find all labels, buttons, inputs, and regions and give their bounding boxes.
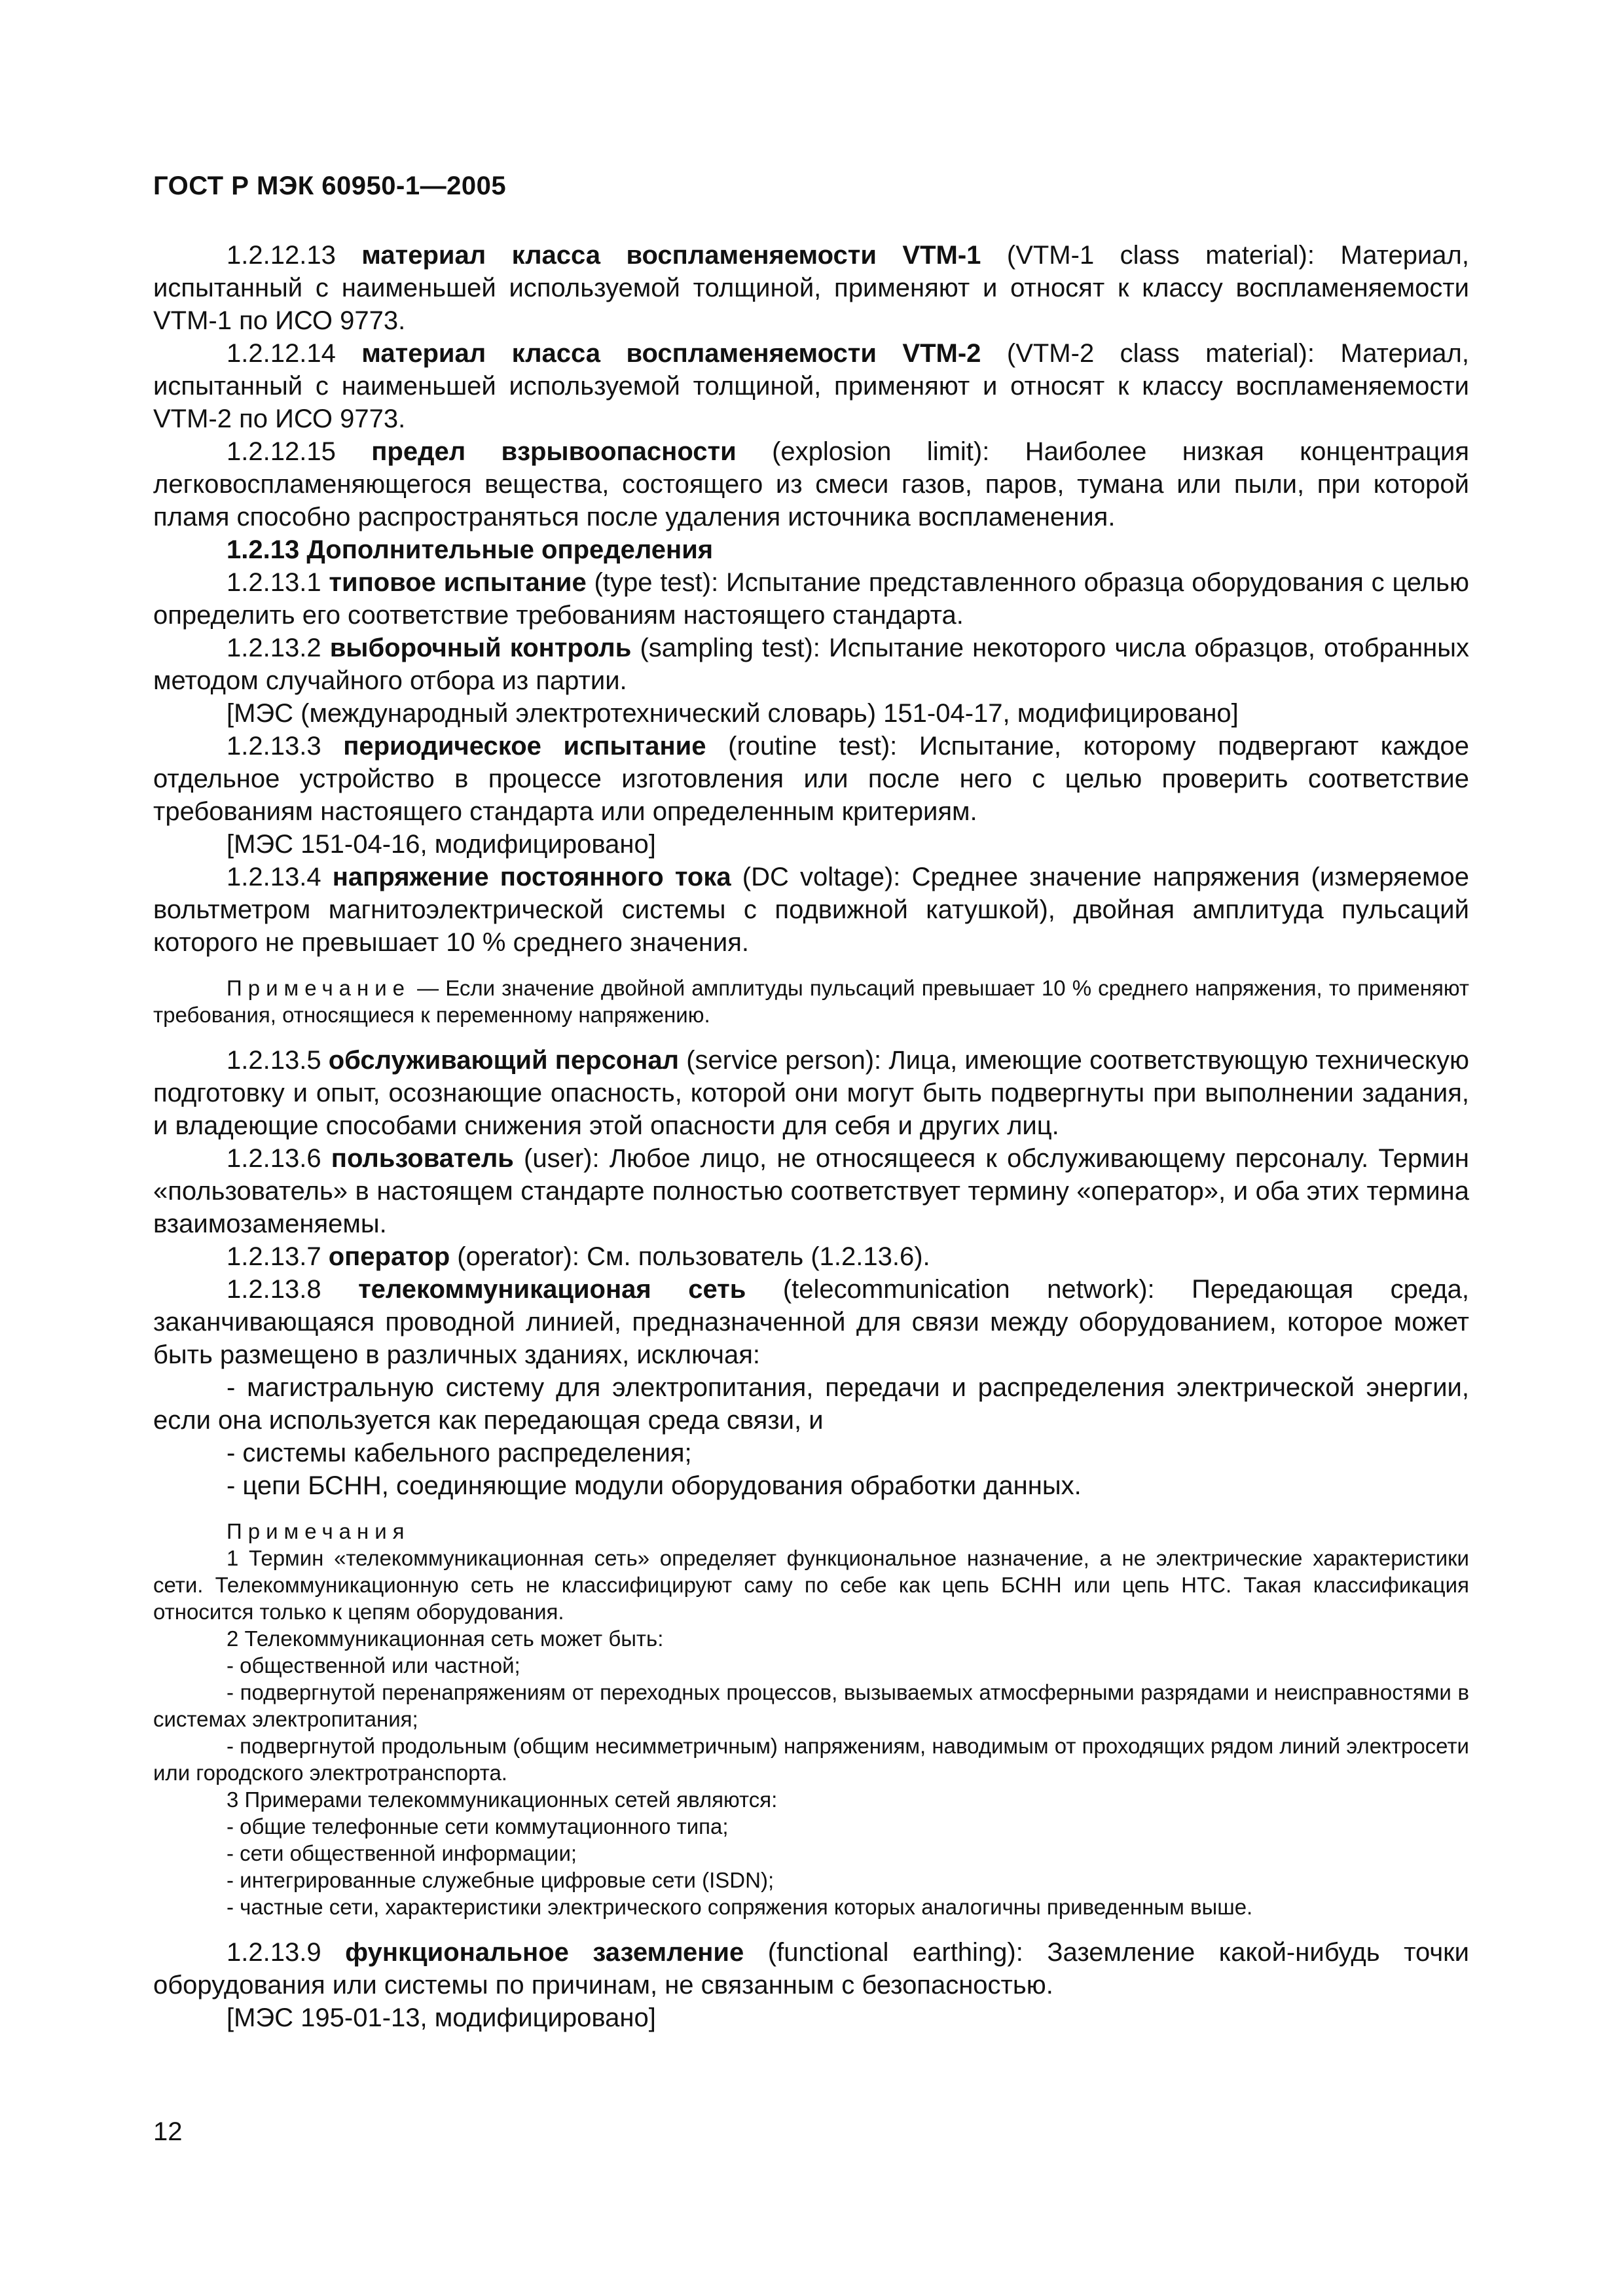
term: оператор — [328, 1242, 450, 1271]
term: периодическое испытание — [343, 732, 706, 761]
term: типовое испытание — [329, 568, 587, 597]
note-block — [153, 975, 1469, 1028]
term: напряжение постоянного тока — [332, 863, 731, 891]
page-number: 12 — [153, 2117, 183, 2146]
note-item: - частные сети, характеристики электрического сопряжения которых аналогичны приведенным выше. — [227, 1895, 1253, 1919]
list-item: - цепи БСНН, соединяющие модули оборудования обработки данных. — [227, 1471, 1082, 1500]
term: телекоммуникационая сеть — [358, 1275, 746, 1304]
note-item: - сети общественной информации; — [227, 1841, 577, 1865]
definition-1-2-13-9: 1.2.13.9 функциональное заземление (functional earthing): Заземление какой-нибудь точки оборудования или системы по причинам, не связанным с безопасностью. — [153, 1938, 1470, 2000]
notes-block — [153, 1518, 1469, 1920]
term: материал класса воспламеняемости VTM-1 — [361, 241, 981, 270]
definition-1-2-13-5: 1.2.13.5 обслуживающий персонал (service person): Лица, имеющие соответствующую техническую подготовку и опыт, осознающие опасность, которой они могут быть подвергнуты при выполнении задания, и владеющие способами снижения этой опасности для себя и других лиц. — [153, 1046, 1469, 1140]
term: функциональное заземление — [345, 1938, 744, 1967]
note-item: 1 Термин «телекоммуникационная сеть» определяет функциональное назначение, а не электрические характеристики сети. Телекоммуникационную сеть не классифицируют саму по себе как цепь БСНН или цепь НТС. Такая классификация относится только к цепям оборудования. — [153, 1546, 1469, 1624]
definition-1-2-13-3: 1.2.13.3 периодическое испытание (routine test): Испытание, которому подвергают каждое отдельное устройство в процессе изготовления или после него с целью проверить соответствие требованиям настоящего стандарта или определенным критериям. — [153, 732, 1469, 826]
term: предел взрывоопасности — [371, 437, 737, 466]
note-item: - подвергнутой продольным (общим несимметричным) напряжениям, наводимым от проходящих рядом линий электросети или городского электротранспорта. — [153, 1734, 1469, 1785]
term: пользователь — [331, 1144, 514, 1173]
reference-note: [МЭС (международный электротехнический словарь) 151-04-17, модифицировано] — [227, 699, 1239, 728]
section-heading: 1.2.13 Дополнительные определения — [227, 535, 714, 564]
definition-1-2-13-7: 1.2.13.7 оператор (operator): См. пользователь (1.2.13.6). — [227, 1242, 930, 1271]
list-item: - магистральную систему для электропитания, передачи и распределения электрической энергии, если она используется как передающая среда связи, и — [153, 1373, 1469, 1435]
note-label: Примечание — [227, 976, 411, 1000]
list-item: - системы кабельного распределения; — [227, 1439, 692, 1467]
note-text: — Если значение двойной амплитуды пульсаций превышает 10 % среднего напряжения, то применяют требования, относящиеся к переменному напряжению. — [153, 976, 1469, 1027]
note-item: - интегрированные служебные цифровые сети (ISDN); — [227, 1868, 775, 1892]
definition-1-2-13-1: 1.2.13.1 типовое испытание (type test): Испытание представленного образца оборудования с целью определить его соответствие требованиям настоящего стандарта. — [153, 568, 1469, 630]
note-item: - общие телефонные сети коммутационного типа; — [227, 1814, 729, 1839]
notes-label: Примечания — [227, 1519, 410, 1543]
definition-1-2-13-6: 1.2.13.6 пользователь (user): Любое лицо, не относящееся к обслуживающему персоналу. Термин «пользователь» в настоящем стандарте полностью соответствует термину «оператор», и оба этих термина взаимозаменяемы. — [153, 1144, 1470, 1238]
note-item: 3 Примерами телекоммуникационных сетей являются: — [227, 1787, 778, 1812]
definition-1-2-13-2: 1.2.13.2 выборочный контроль (sampling test): Испытание некоторого числа образцов, отобранных методом случайного отбора из партии. — [153, 634, 1469, 695]
note-item: - подвергнутой перенапряжениям от переходных процессов, вызываемых атмосферными разрядами и неисправностями в системах электропитания; — [153, 1680, 1469, 1731]
document-header: ГОСТ Р МЭК 60950-1—2005 — [153, 171, 507, 200]
definition-1-2-12-13: 1.2.12.13 материал класса воспламеняемости VTM-1 (VTM-1 class material): Материал, испытанный с наименьшей используемой толщиной, применяют и относят к классу воспламеняемости VTM-1 по ИСО 9773. — [153, 241, 1469, 335]
term: материал класса воспламеняемости VTM-2 — [361, 339, 981, 368]
definition-1-2-13-4: 1.2.13.4 напряжение постоянного тока (DC voltage): Среднее значение напряжения (измеряемое вольтметром магнитоэлектрической системы с подвижной катушкой), двойная амплитуда пульсаций которого не превышает 10 % среднего значения. — [153, 863, 1469, 957]
term: обслуживающий персонал — [328, 1046, 680, 1075]
document-body — [153, 239, 1469, 2034]
definition-1-2-12-14: 1.2.12.14 материал класса воспламеняемости VTM-2 (VTM-2 class material): Материал, испытанный с наименьшей используемой толщиной, применяют и относят к классу воспламеняемости VTM-2 по ИСО 9773. — [153, 339, 1469, 433]
term: выборочный контроль — [329, 634, 632, 662]
note-item: 2 Телекоммуникационная сеть может быть: — [227, 1626, 664, 1651]
reference-note: [МЭС 195-01-13, модифицировано] — [227, 2003, 656, 2032]
definition-1-2-13-8: 1.2.13.8 телекоммуникационая сеть (telecommunication network): Передающая среда, заканчивающаяся проводной линией, предназначенной для связи между оборудованием, которое может быть размещено в различных зданиях, исключая: — [153, 1275, 1469, 1369]
note-item: - общественной или частной; — [227, 1653, 520, 1677]
reference-note: [МЭС 151-04-16, модифицировано] — [227, 830, 656, 859]
definition-1-2-12-15: 1.2.12.15 предел взрывоопасности (explosion limit): Наиболее низкая концентрация легковоспламеняющегося вещества, состоящего из смеси газов, паров, тумана или пыли, при которой пламя способно распространяться после удаления источника воспламенения. — [153, 437, 1470, 531]
